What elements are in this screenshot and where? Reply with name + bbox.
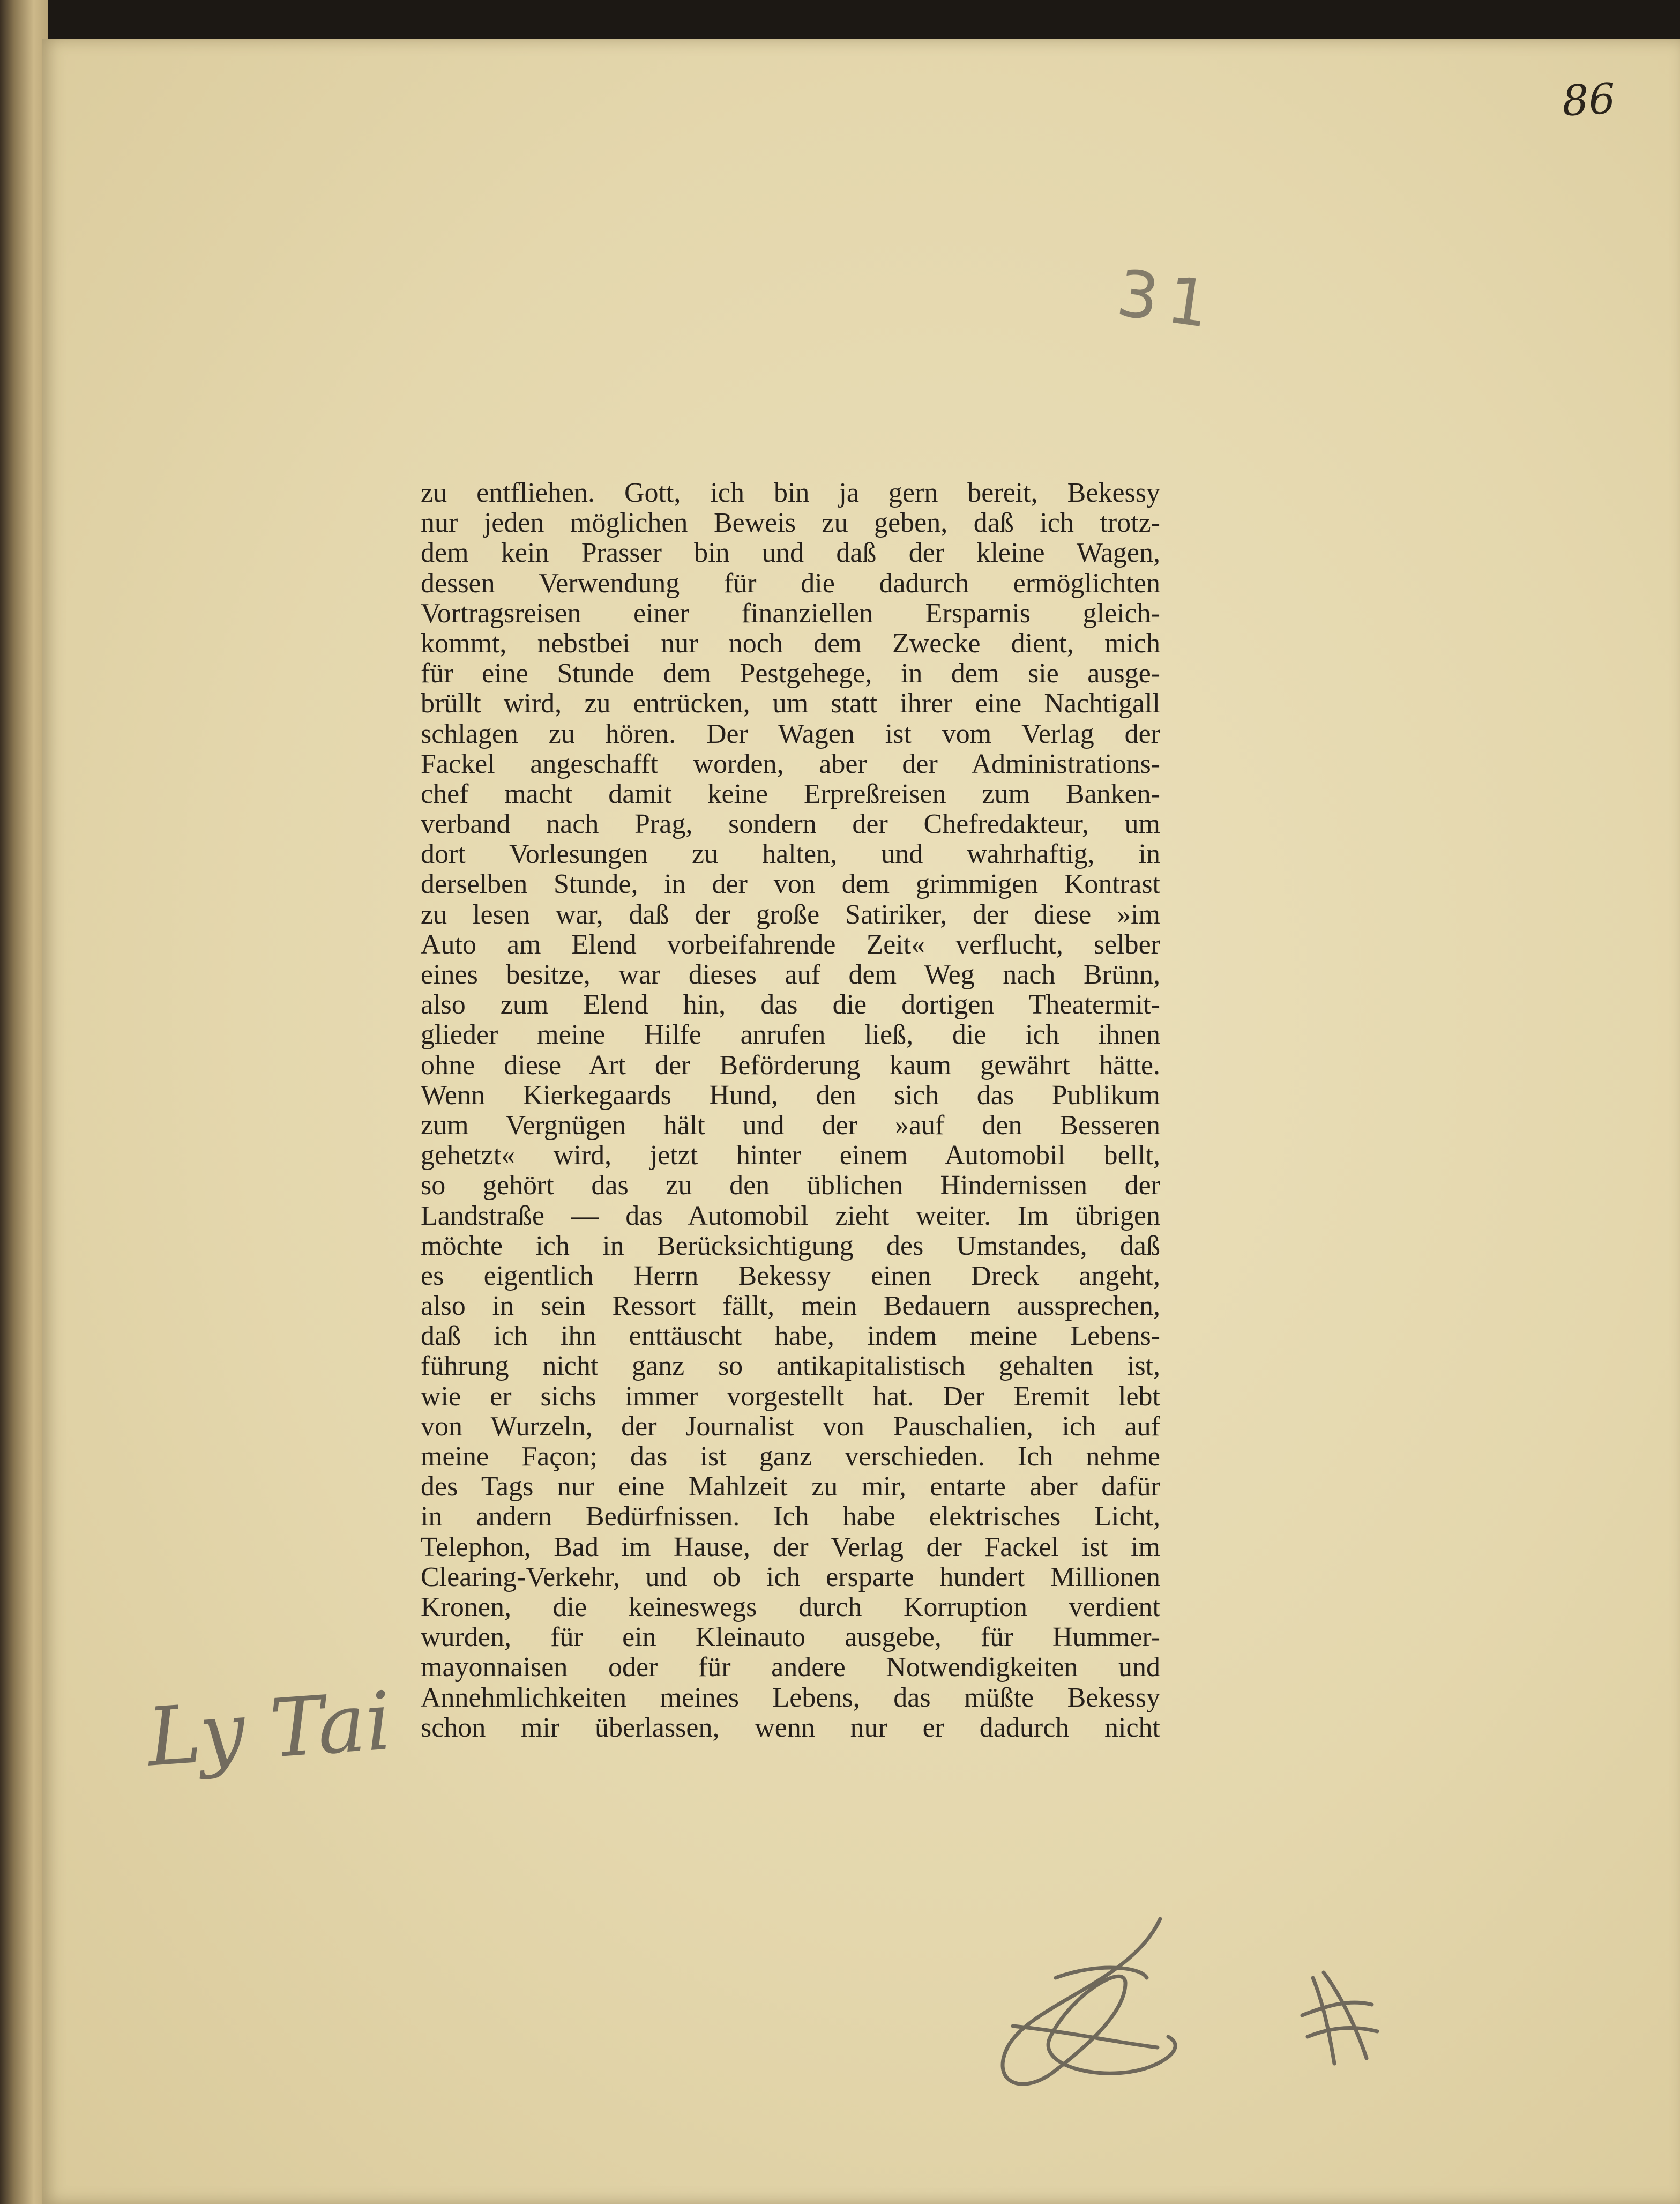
text-line: Telephon, Bad im Hause, der Verlag der Fackel ist im	[421, 1531, 1160, 1562]
text-line: zu lesen war, daß der große Satiriker, der diese »im	[421, 899, 1160, 930]
text-line: verband nach Prag, sondern der Chefredakteur, um	[421, 809, 1160, 840]
signature-scribble-small	[1302, 1972, 1377, 2064]
text-line: Annehmlichkeiten meines Lebens, das müßte Bekessy	[421, 1682, 1160, 1713]
text-line: Kronen, die keineswegs durch Korruption verdient	[421, 1591, 1160, 1622]
text-line: zum Vergnügen hält und der »auf den Besseren	[421, 1110, 1160, 1141]
text-line: ohne diese Art der Beförderung kaum gewährt hätte.	[421, 1049, 1160, 1081]
text-line: glieder meine Hilfe anrufen ließ, die ich ihnen	[421, 1019, 1160, 1051]
text-line: dem kein Prasser bin und daß der kleine Wagen,	[421, 538, 1160, 569]
text-line: also in sein Ressort fällt, mein Bedauern aussprechen,	[421, 1291, 1160, 1322]
text-line: von Wurzeln, der Journalist von Pauschalien, ich auf	[421, 1411, 1160, 1442]
text-line: dort Vorlesungen zu halten, und wahrhaftig, in	[421, 839, 1160, 870]
signature-scribble-large	[1003, 1919, 1175, 2084]
text-line: wie er sichs immer vorgestellt hat. Der Eremit lebt	[421, 1381, 1160, 1412]
text-line: Clearing-Verkehr, und ob ich ersparte hundert Millionen	[421, 1561, 1160, 1592]
text-line: es eigentlich Herrn Bekessy einen Dreck angeht,	[421, 1260, 1160, 1291]
text-line: kommt, nebstbei nur noch dem Zwecke dient, mich	[421, 628, 1160, 659]
text-line: mayonnaisen oder für andere Notwendigkeiten und	[421, 1652, 1160, 1683]
text-line: in andern Bedürfnissen. Ich habe elektrisches Licht,	[421, 1501, 1160, 1532]
text-line: Vortragsreisen einer finanziellen Ersparnis gleich-	[421, 598, 1160, 629]
pencil-annotation-top: 31	[1112, 256, 1223, 344]
text-line: daß ich ihn enttäuscht habe, indem meine Lebens-	[421, 1321, 1160, 1352]
text-line: chef macht damit keine Erpreßreisen zum Banken-	[421, 778, 1160, 809]
text-line: zu entfliehen. Gott, ich bin ja gern bereit, Bekessy	[421, 478, 1160, 508]
text-line: möchte ich in Berücksichtigung des Umstandes, daß	[421, 1230, 1160, 1261]
text-line: nur jeden möglichen Beweis zu geben, daß ich trotz-	[421, 508, 1160, 539]
text-line: meine Façon; das ist ganz verschieden. Ich nehme	[421, 1441, 1160, 1472]
text-line: schon mir überlassen, wenn nur er dadurch nicht	[421, 1712, 1160, 1743]
text-line: schlagen zu hören. Der Wagen ist vom Verlag der	[421, 718, 1160, 749]
text-line: gehetzt« wird, jetzt hinter einem Automobil bellt,	[421, 1140, 1160, 1171]
text-line: wurden, für ein Kleinauto ausgebe, für Hummer-	[421, 1622, 1160, 1653]
text-line: so gehört das zu den üblichen Hindernissen der	[421, 1170, 1160, 1201]
text-line: führung nicht ganz so antikapitalistisch gehalten ist,	[421, 1351, 1160, 1382]
page-number: 86	[1560, 75, 1617, 126]
margin-handwritten-note: Ly Tai	[144, 1674, 394, 1785]
text-line: also zum Elend hin, das die dortigen Theatermit-	[421, 989, 1160, 1021]
text-line: Landstraße — das Automobil zieht weiter. Im übrigen	[421, 1200, 1160, 1231]
text-line: Wenn Kierkegaards Hund, den sich das Publikum	[421, 1079, 1160, 1111]
text-line: eines besitze, war dieses auf dem Weg nach Brünn,	[421, 959, 1160, 990]
text-line: Auto am Elend vorbeifahrende Zeit« verflucht, selber	[421, 929, 1160, 960]
text-line: des Tags nur eine Mahlzeit zu mir, entarte aber dafür	[421, 1471, 1160, 1502]
text-line: dessen Verwendung für die dadurch ermöglichten	[421, 568, 1160, 599]
text-line: derselben Stunde, in der von dem grimmigen Kontrast	[421, 869, 1160, 900]
text-line: für eine Stunde dem Pestgehege, in dem sie ausge-	[421, 658, 1160, 689]
text-line: Fackel angeschafft worden, aber der Administrations-	[421, 748, 1160, 779]
text-line: brüllt wird, zu entrücken, um statt ihrer eine Nachtigall	[421, 688, 1160, 719]
